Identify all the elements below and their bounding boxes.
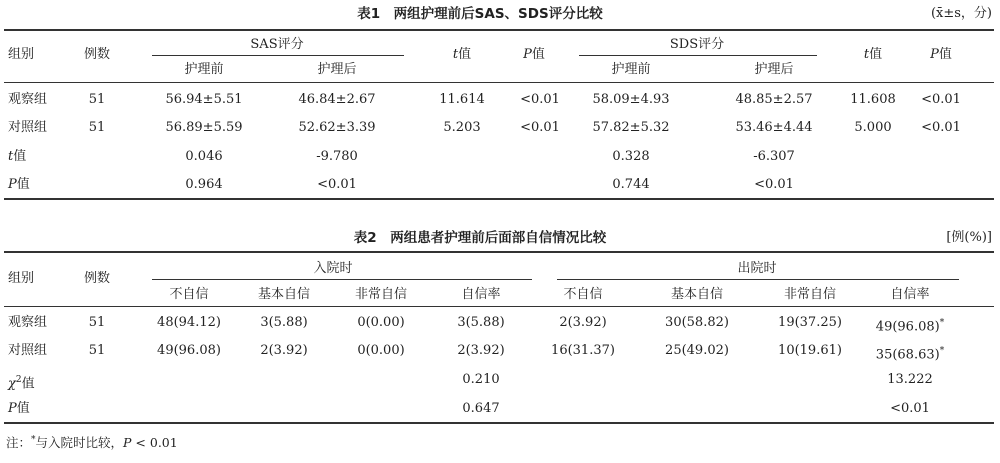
t1-sds-before: 护理前 [611,62,651,77]
t2-chi-d4: 13.222 [887,372,933,387]
t2-row1-d3: 19(37.25) [778,315,842,330]
t1-p-row-label: P值 [8,177,30,192]
t2-row2-a3: 0(0.00) [357,343,405,358]
t2-dis-basic-conf: 基本自信 [670,287,724,302]
t2-row2-d1: 16(31.37) [551,343,615,358]
t2-chi-symbol: χ [8,376,16,392]
t2-discharge-rule [557,279,959,280]
t1-header-t-symbol: t [452,47,459,62]
t1-row1-n: 51 [88,92,106,107]
t1-row1-sds-after: 48.85±2.57 [735,92,813,107]
t2-row1-label: 观察组 [8,315,48,330]
t2-row1-d2: 30(58.82) [665,315,729,330]
table1-bottom-rule [4,198,994,200]
t2-header-rule [4,306,994,307]
t2-row1-n: 51 [88,315,106,330]
t2-chi-a4: 0.210 [462,372,500,387]
t2-header-count: 例数 [83,271,111,286]
t2-header-discharge: 出院时 [737,261,777,276]
t2-p-row-label: P值 [8,401,30,416]
t1-row2-label: 对照组 [8,120,48,135]
t1-header-t: t值 [452,47,472,62]
table-footnote: 注：*与入院时比较，P < 0.01 [6,435,178,451]
table1-unit: (x̄±s，分) [930,6,992,21]
t1-row1-p2: <0.01 [921,92,961,107]
t2-p-symbol: P [8,401,17,416]
t2-dis-very-conf: 非常自信 [783,287,837,302]
t2-admit-very-conf: 非常自信 [354,287,408,302]
t1-header-rule [4,82,994,83]
t2-row1-a1: 48(94.12) [157,315,221,330]
t1-row1-sds-before: 58.09±4.93 [592,92,670,107]
t1-sas-rule [152,55,404,56]
t1-row2-p1: <0.01 [520,120,560,135]
t1-row1-sas-before: 56.94±5.51 [165,92,243,107]
t1-t-sas-after: -9.780 [316,149,358,164]
note-p-symbol: P [123,435,132,451]
note-mark: * [31,435,36,445]
t1-row2-n: 51 [88,120,106,135]
t1-t-sas-before: 0.046 [185,149,223,164]
t1-sas-after: 护理后 [317,62,357,77]
t1-row1-sas-after: 46.84±2.67 [298,92,376,107]
t2-header-group: 组别 [8,271,35,286]
t1-row1-t2: 11.608 [850,92,896,107]
t1-sds-rule [579,55,817,56]
t1-row1-p1: <0.01 [520,92,560,107]
t1-header-sas: SAS评分 [250,37,304,52]
t1-t-sds-before: 0.328 [612,149,650,164]
t1-header-t2: t值 [863,47,883,62]
t2-row2-d4: 35(68.63)* [875,346,945,363]
t2-admit-no-conf: 不自信 [169,287,209,302]
t1-header-t2-symbol: t [863,47,870,62]
table2-bottom-rule [4,422,994,424]
t2-p-a4: 0.647 [462,401,500,416]
table1-top-rule [4,29,994,31]
t1-row2-t1: 5.203 [443,120,481,135]
t1-t-row-label: t值 [8,149,27,164]
t2-row2-label: 对照组 [8,343,48,358]
t1-row2-sds-before: 57.82±5.32 [592,120,670,135]
t2-row1-mark: * [939,318,945,328]
table1-title: 表1 两组护理前后SAS、SDS评分比较 [357,6,603,22]
t1-row2-sas-before: 56.89±5.59 [165,120,243,135]
t2-p-d4: <0.01 [890,401,930,416]
t2-row1-d4: 49(96.08)* [875,318,945,335]
t1-p-sas-before: 0.964 [185,177,223,192]
t2-dis-conf-rate: 自信率 [890,287,930,302]
t1-header-p2-symbol: P [930,47,939,62]
t1-header-count: 例数 [83,47,111,62]
t2-admit-rule [152,279,532,280]
t2-dis-no-conf: 不自信 [563,287,603,302]
t1-header-sds: SDS评分 [669,37,725,52]
t1-sds-after: 护理后 [754,62,794,77]
t1-row2-p2: <0.01 [921,120,961,135]
t1-row1-label: 观察组 [8,92,48,107]
t1-p-sas-after: <0.01 [317,177,357,192]
t1-row2-sds-after: 53.46±4.44 [735,120,813,135]
t1-p-row-symbol: P [8,177,17,192]
t1-p-sds-before: 0.744 [612,177,650,192]
t2-row2-n: 51 [88,343,106,358]
t2-row1-a3: 0(0.00) [357,315,405,330]
t2-header-admit: 入院时 [313,261,353,276]
t2-row2-a1: 49(96.08) [157,343,221,358]
t2-row2-a2: 2(3.92) [260,343,308,358]
t1-sas-before: 护理前 [184,62,224,77]
t1-t-row-symbol: t [8,149,14,164]
t1-row2-sas-after: 52.62±3.39 [298,120,376,135]
t2-chi-exponent: 2 [15,375,22,385]
t1-row2-t2: 5.000 [854,120,892,135]
t2-row1-d1: 2(3.92) [559,315,607,330]
t1-header-group: 组别 [8,47,35,62]
t2-row2-a4: 2(3.92) [457,343,505,358]
table2-unit: [例(%)] [946,230,992,245]
t2-chi-row-label: $\chi^2$值 [8,375,35,392]
t2-row2-d2: 25(49.02) [665,343,729,358]
t2-admit-basic-conf: 基本自信 [257,287,311,302]
t2-row2-mark: * [939,346,945,356]
table2-title: 表2 两组患者护理前后面部自信情况比较 [353,230,607,246]
t2-row2-d3: 10(19.61) [778,343,842,358]
table2-top-rule [4,251,994,253]
t1-header-p-symbol: P [523,47,532,62]
t2-row1-a4: 3(5.88) [457,315,505,330]
t1-header-p: P值 [523,47,545,62]
t2-row1-a2: 3(5.88) [260,315,308,330]
t1-header-p2: P值 [930,47,952,62]
t2-admit-conf-rate: 自信率 [461,287,501,302]
t1-t-sds-after: -6.307 [753,149,795,164]
t1-p-sds-after: <0.01 [754,177,794,192]
t1-row1-t1: 11.614 [439,92,485,107]
